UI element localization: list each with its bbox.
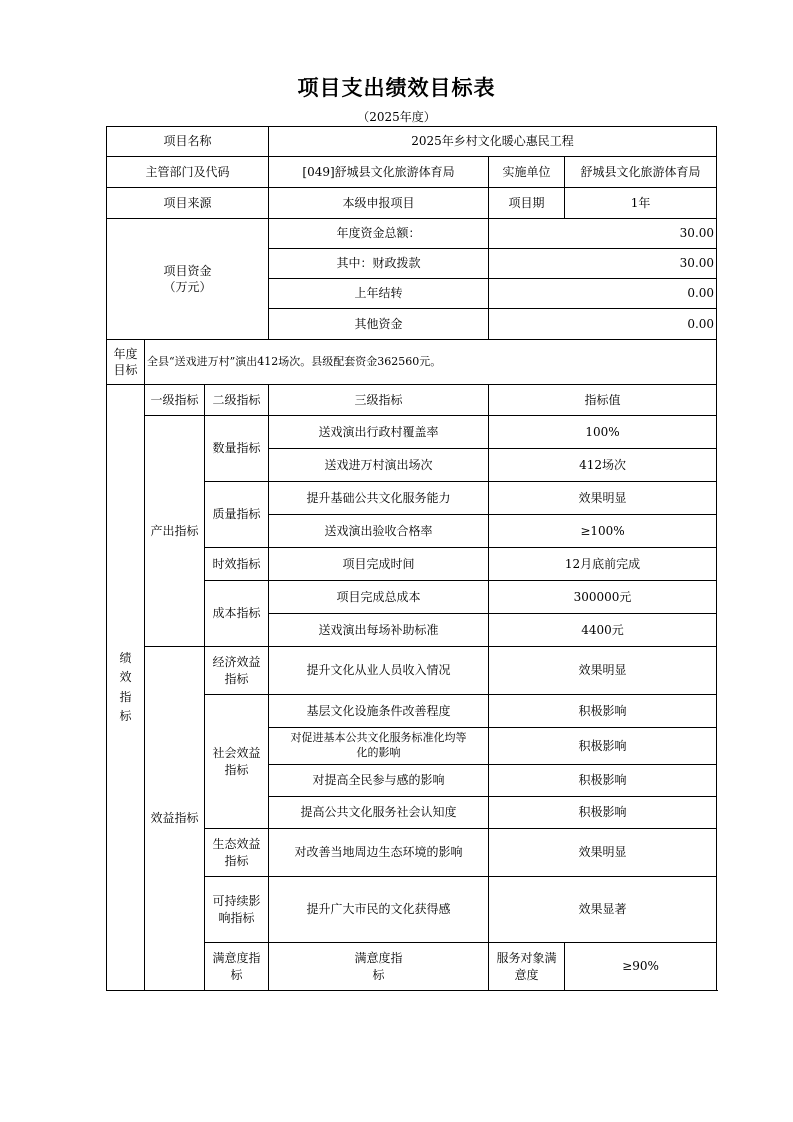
- perf-group-char: 指: [119, 689, 132, 704]
- indicator-name: 提升广大市民的文化获得感: [269, 877, 489, 943]
- indicator-name: 对改善当地周边生态环境的影响: [269, 829, 489, 877]
- satisfaction-sub-label-line2: 标: [372, 967, 385, 982]
- indicator-name: 项目完成时间: [269, 548, 489, 581]
- indicator-value: ≥100%: [489, 515, 717, 548]
- benefit-label: 效益指标: [145, 647, 205, 991]
- project-name-label: 项目名称: [107, 127, 269, 157]
- header-level3: 三级指标: [269, 385, 489, 416]
- header-value: 指标值: [489, 385, 717, 416]
- funds-total-value: 30.00: [489, 219, 717, 249]
- project-name: 2025年乡村文化暖心惠民工程: [269, 127, 717, 157]
- objective-label: [107, 340, 145, 385]
- satisfaction-sub-label-line1: 满意度指: [354, 951, 403, 966]
- objective-text: 全县“送戏进万村”演出412场次。县级配套资金362560元。: [145, 340, 717, 385]
- objective-label-line2: 目标: [113, 363, 138, 377]
- perf-group-char: 标: [119, 708, 132, 723]
- fiscal-year: （2025年度）: [357, 110, 436, 124]
- satisfaction-label-line1: 满意度指: [212, 951, 261, 966]
- output-label: 产出指标: [145, 416, 205, 647]
- indicator-value: 效果明显: [489, 482, 717, 515]
- sustainable-label-line1: 可持续影: [212, 894, 261, 909]
- indicator-value: 积极影响: [489, 797, 717, 829]
- indicator-name: 送戏演出每场补助标准: [269, 614, 489, 647]
- ecological-label: [205, 829, 269, 877]
- impl-value: 舒城县文化旅游体育局: [565, 157, 717, 188]
- dept-label: 主管部门及代码: [107, 157, 269, 188]
- indicator-name: 提升文化从业人员收入情况: [269, 647, 489, 695]
- period-value: 1年: [565, 188, 717, 219]
- timeliness-label: 时效指标: [205, 548, 269, 581]
- header-level2: 二级指标: [205, 385, 269, 416]
- indicator-value: 效果显著: [489, 877, 717, 943]
- indicator-name: 送戏进万村演出场次: [269, 449, 489, 482]
- funds-fiscal-label: 其中：财政拨款: [269, 249, 489, 279]
- indicator-name-line1: 对促进基本公共文化服务标准化均等: [290, 731, 467, 745]
- impl-label: 实施单位: [489, 157, 565, 188]
- quantity-label: 数量指标: [205, 416, 269, 482]
- source-label: 项目来源: [107, 188, 269, 219]
- indicator-value: 积极影响: [489, 695, 717, 728]
- table-row: [107, 647, 717, 695]
- indicator-value: 412场次: [489, 449, 717, 482]
- satisfaction-label-line2: 标: [230, 967, 243, 982]
- satisfaction-label: [205, 943, 269, 991]
- indicator-value: 300000元: [489, 581, 717, 614]
- indicator-name-line2: 化的影响: [356, 746, 401, 759]
- ecological-label-line2: 指标: [224, 853, 249, 868]
- table-row: [107, 219, 717, 249]
- cost-label: 成本指标: [205, 581, 269, 647]
- funds-label-line2: （万元）: [163, 280, 212, 294]
- economic-label: [205, 647, 269, 695]
- indicator-name: 基层文化设施条件改善程度: [269, 695, 489, 728]
- satisfaction-sub-label: [269, 943, 489, 991]
- indicator-value: 效果明显: [489, 647, 717, 695]
- perf-group-label: [107, 385, 145, 991]
- indicator-name: [269, 728, 489, 765]
- indicator-name: 送戏演出验收合格率: [269, 515, 489, 548]
- source-value: 本级申报项目: [269, 188, 489, 219]
- performance-target-table: [106, 126, 717, 991]
- funds-fiscal-value: 30.00: [489, 249, 717, 279]
- funds-total-label: 年度资金总额：: [269, 219, 489, 249]
- table-row: [107, 385, 717, 416]
- funds-carryover-label: 上年结转: [269, 279, 489, 309]
- indicator-value: ≥90%: [565, 943, 717, 991]
- funds-carryover-value: 0.00: [489, 279, 717, 309]
- table-row: [107, 157, 717, 188]
- indicator-value: 效果明显: [489, 829, 717, 877]
- page-title: 项目支出绩效目标表: [297, 76, 496, 100]
- indicator-value: 100%: [489, 416, 717, 449]
- perf-group-char: 效: [119, 670, 132, 685]
- indicator-name: 送戏演出行政村覆盖率: [269, 416, 489, 449]
- perf-group-char: 绩: [119, 651, 132, 666]
- table-row: [107, 416, 717, 449]
- table-row: [107, 127, 717, 157]
- header-level1: 一级指标: [145, 385, 205, 416]
- indicator-value: 12月底前完成: [489, 548, 717, 581]
- indicator-name: 提升基础公共文化服务能力: [269, 482, 489, 515]
- indicator-value: 4400元: [489, 614, 717, 647]
- indicator-name: 项目完成总成本: [269, 581, 489, 614]
- economic-label-line1: 经济效益: [212, 655, 261, 670]
- funds-label-line1: 项目资金: [163, 263, 212, 278]
- social-label-line1: 社会效益: [212, 746, 261, 761]
- dept-value: [049]舒城县文化旅游体育局: [269, 157, 489, 188]
- indicator-name: 服务对象满意度: [489, 943, 565, 991]
- objective-label-line1: 年度: [113, 346, 138, 361]
- indicator-value: 积极影响: [489, 728, 717, 765]
- table-row: [107, 188, 717, 219]
- funds-other-label: 其他资金: [269, 309, 489, 340]
- indicator-name: 提高公共文化服务社会认知度: [269, 797, 489, 829]
- period-label: 项目期: [489, 188, 565, 219]
- quality-label: 质量指标: [205, 482, 269, 548]
- indicator-value: 积极影响: [489, 765, 717, 797]
- funds-other-value: 0.00: [489, 309, 717, 340]
- social-label: [205, 695, 269, 829]
- economic-label-line2: 指标: [224, 671, 249, 686]
- ecological-label-line1: 生态效益: [212, 837, 261, 852]
- table-row: [107, 340, 717, 385]
- indicator-name: 对提高全民参与感的影响: [269, 765, 489, 797]
- sustainable-label-line2: 响指标: [218, 910, 255, 925]
- funds-label: [107, 219, 269, 340]
- sustainable-label: [205, 877, 269, 943]
- social-label-line2: 指标: [224, 762, 249, 777]
